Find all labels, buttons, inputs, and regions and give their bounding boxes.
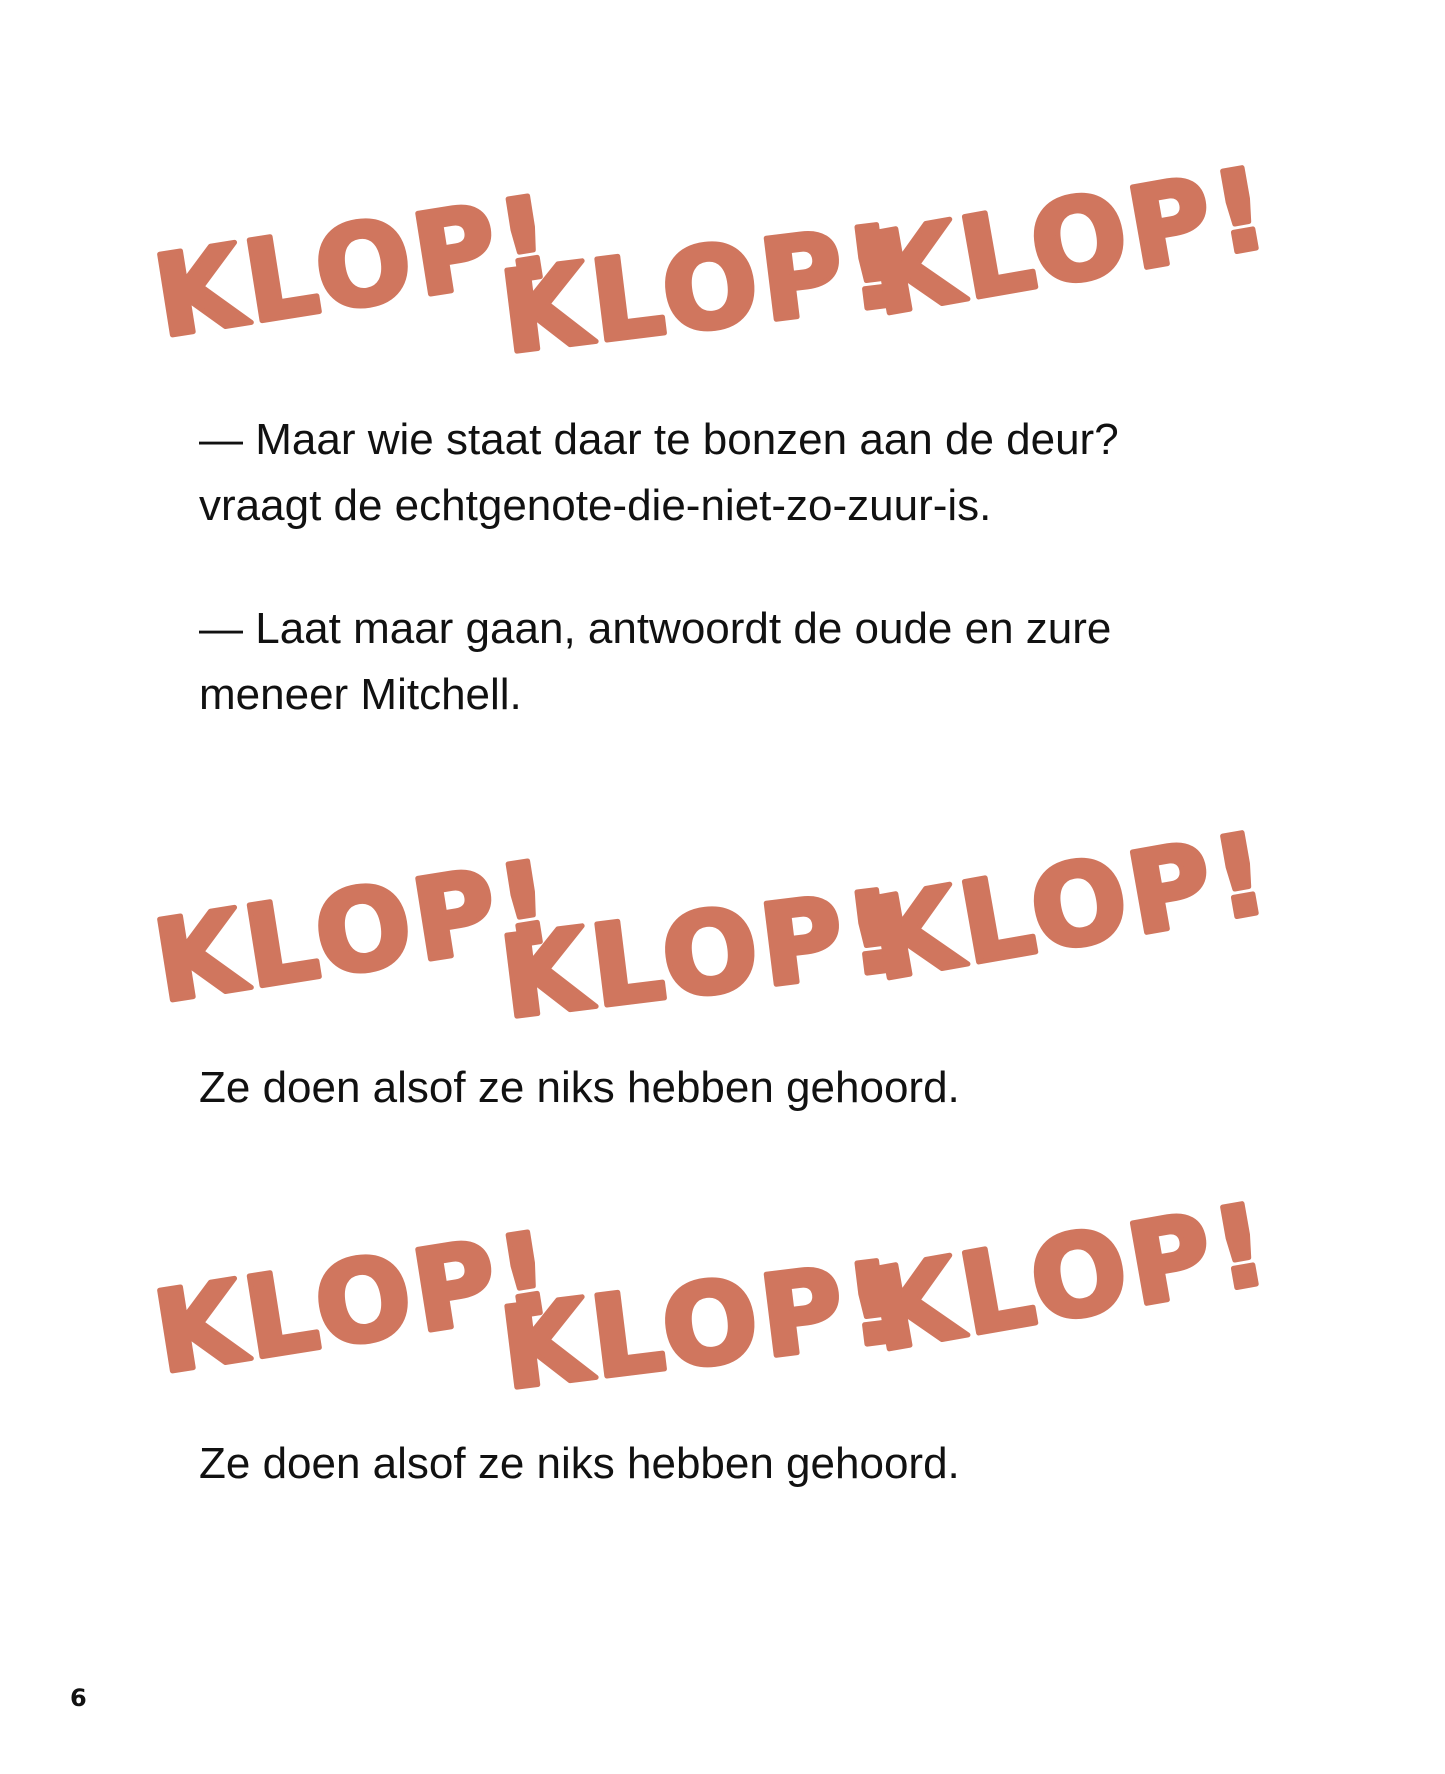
text-line: — Maar wie staat daar te bonzen aan de deur? [199, 415, 1119, 464]
sound-effect-graphic-2 [145, 808, 1281, 1045]
text-line: — Laat maar gaan, antwoordt de oude en zure [199, 604, 1112, 653]
dialogue-paragraph-1 [199, 407, 1259, 539]
dialogue-paragraph-2 [199, 596, 1259, 728]
narration-paragraph-1 [199, 1055, 1259, 1121]
sound-effect-word: KLOP! [146, 1207, 565, 1400]
sound-effect-row-3 [145, 1179, 1281, 1416]
sound-effect-word: KLOP! [861, 808, 1281, 1007]
sound-effect-word: KLOP! [146, 171, 565, 364]
sound-effect-word: KLOP! [861, 143, 1281, 342]
sound-effect-row-2 [145, 808, 1281, 1045]
sound-effect-word: KLOP! [146, 836, 565, 1029]
sound-effect-row-1 [145, 143, 1281, 380]
text-line: meneer Mitchell. [199, 670, 522, 719]
text-line: Ze doen alsof ze niks hebben gehoord. [199, 1439, 960, 1488]
sound-effect-word: KLOP! [861, 1179, 1281, 1378]
sound-effect-graphic-1 [145, 143, 1281, 380]
text-line: Ze doen alsof ze niks hebben gehoord. [199, 1063, 960, 1112]
sound-effect-word: KLOP! [494, 866, 910, 1045]
text-line: vraagt de echtgenote-die-niet-zo-zuur-is. [199, 481, 992, 530]
narration-paragraph-2 [199, 1431, 1259, 1497]
sound-effect-word: KLOP! [494, 201, 910, 380]
page-number: 6 [70, 1684, 87, 1712]
sound-effect-word: KLOP! [494, 1237, 910, 1416]
sound-effect-graphic-3 [145, 1179, 1281, 1416]
